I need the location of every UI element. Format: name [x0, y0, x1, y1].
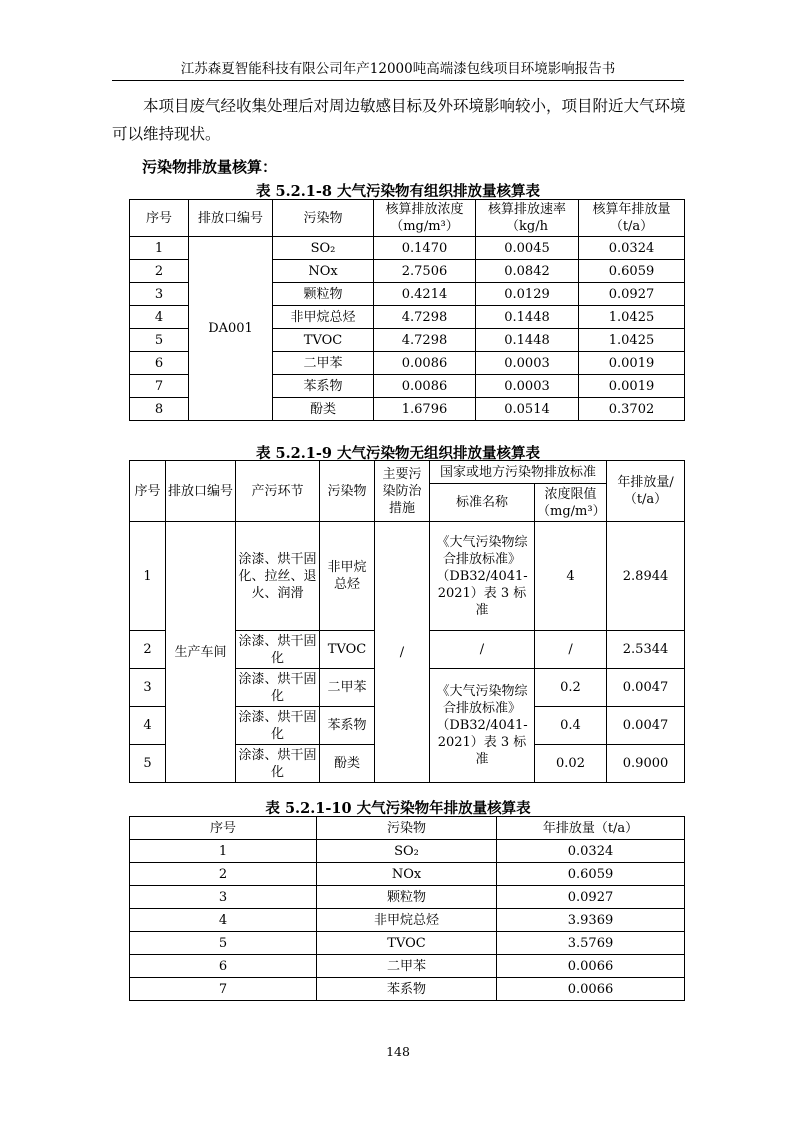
- table-cell: 3: [130, 886, 317, 909]
- table3-caption: 表 5.2.1-10 大气污染物年排放量核算表: [265, 800, 531, 817]
- table1: [129, 199, 685, 421]
- table-cell: 1: [130, 840, 317, 863]
- table-cell: 0.4214: [374, 283, 476, 306]
- table-cell: 涂漆、烘干固化: [236, 745, 320, 783]
- table-cell: 涂漆、烘干固化: [236, 707, 320, 745]
- table-cell: 0.0066: [497, 978, 685, 1001]
- table-cell: 0.0019: [579, 375, 685, 398]
- table2-header-cell: 国家或地方污染物排放标准: [430, 461, 607, 484]
- table2: [129, 460, 685, 783]
- table-cell: 4: [130, 909, 317, 932]
- table-cell: 5: [130, 745, 166, 783]
- table-cell: 7: [130, 375, 189, 398]
- table-cell: 4: [130, 306, 189, 329]
- table-cell: 4.7298: [374, 329, 476, 352]
- table-cell: 5: [130, 932, 317, 955]
- table1-header-cell: 序号: [130, 200, 189, 237]
- table-cell: 苯系物: [273, 375, 374, 398]
- table1-header-row: [130, 200, 685, 237]
- table2-header-cell: 污染物: [320, 461, 375, 522]
- table-cell: 0.6059: [579, 260, 685, 283]
- standard-cell: /: [430, 631, 535, 669]
- table-cell: 0.9000: [607, 745, 685, 783]
- table-row: [130, 863, 685, 886]
- table1-header-cell: 核算年排放量（t/a）: [579, 200, 685, 237]
- table-cell: 0.6059: [497, 863, 685, 886]
- table-cell: 0.0066: [497, 955, 685, 978]
- table-cell: 二甲苯: [317, 955, 497, 978]
- table-cell: 8: [130, 398, 189, 421]
- table-cell: TVOC: [317, 932, 497, 955]
- table2-header-cell: 序号: [130, 461, 166, 522]
- table-cell: 0.0514: [476, 398, 579, 421]
- table1-header-cell: 核算排放速率（kg/h: [476, 200, 579, 237]
- table-cell: 7: [130, 978, 317, 1001]
- table2-header-cell: 排放口编号: [166, 461, 236, 522]
- table-cell: 0.0019: [579, 352, 685, 375]
- table-cell: SO₂: [317, 840, 497, 863]
- section-heading: 污染物排放量核算：: [142, 158, 278, 176]
- table-cell: 0.4: [535, 707, 607, 745]
- table-cell: 1.0425: [579, 306, 685, 329]
- table-cell: 1: [130, 237, 189, 260]
- table-cell: 6: [130, 352, 189, 375]
- table-cell: 非甲烷总烃: [317, 909, 497, 932]
- table-cell: 0.0086: [374, 375, 476, 398]
- page-number: 148: [386, 1044, 410, 1059]
- table1-caption: 表 5.2.1-8 大气污染物有组织排放量核算表: [255, 183, 541, 200]
- table-cell: 0.0842: [476, 260, 579, 283]
- table-cell: 0.0927: [579, 283, 685, 306]
- table-cell: 酚类: [273, 398, 374, 421]
- table-cell: 2.5344: [607, 631, 685, 669]
- table-cell: 0.1448: [476, 306, 579, 329]
- table-row: [130, 237, 685, 260]
- table2-header-cell: 产污环节: [236, 461, 320, 522]
- running-header: 江苏森夏智能科技有限公司年产12000吨高端漆包线项目环境影响报告书: [180, 61, 616, 77]
- table-cell: 0.0086: [374, 352, 476, 375]
- table-cell: SO₂: [273, 237, 374, 260]
- table-cell: NOx: [317, 863, 497, 886]
- table-cell: 0.0047: [607, 707, 685, 745]
- table-cell: 颗粒物: [317, 886, 497, 909]
- table-cell: 3.5769: [497, 932, 685, 955]
- table-cell: 3: [130, 283, 189, 306]
- measure-cell: /: [375, 522, 430, 783]
- table2-header-row: [130, 461, 685, 484]
- table1-header-cell: 污染物: [273, 200, 374, 237]
- table-cell: 0.0927: [497, 886, 685, 909]
- standard-cell: 《大气污染物综合排放标准》（DB32/4041-2021）表 3 标准: [430, 669, 535, 783]
- table3-header-cell: 年排放量（t/a）: [497, 817, 685, 840]
- table-row: [130, 978, 685, 1001]
- table-cell: 颗粒物: [273, 283, 374, 306]
- table-cell: TVOC: [273, 329, 374, 352]
- table-row: [130, 522, 685, 631]
- table-cell: 涂漆、烘干固化: [236, 669, 320, 707]
- table-cell: 非甲烷总烃: [273, 306, 374, 329]
- table2-header-cell: 年排放量/（t/a）: [607, 461, 685, 522]
- table-cell: 4: [535, 522, 607, 631]
- table-row: [130, 955, 685, 978]
- table-cell: 3.9369: [497, 909, 685, 932]
- table-row: [130, 840, 685, 863]
- table-cell: 1.6796: [374, 398, 476, 421]
- table-cell: 0.0047: [607, 669, 685, 707]
- table-cell: 0.3702: [579, 398, 685, 421]
- table-cell: /: [535, 631, 607, 669]
- table-row: [130, 932, 685, 955]
- header-rule: [112, 80, 684, 81]
- table-cell: 2.8944: [607, 522, 685, 631]
- table-cell: 0.0129: [476, 283, 579, 306]
- table-cell: 1.0425: [579, 329, 685, 352]
- table-cell: 0.0003: [476, 375, 579, 398]
- table3-header-cell: 污染物: [317, 817, 497, 840]
- table-cell: 酚类: [320, 745, 375, 783]
- table-cell: 0.2: [535, 669, 607, 707]
- table-cell: 二甲苯: [273, 352, 374, 375]
- table1-header-cell: 排放口编号: [189, 200, 273, 237]
- table-cell: TVOC: [320, 631, 375, 669]
- table-cell: 0.0003: [476, 352, 579, 375]
- table-row: [130, 909, 685, 932]
- table2-caption: 表 5.2.1-9 大气污染物无组织排放量核算表: [255, 445, 541, 462]
- table-cell: 3: [130, 669, 166, 707]
- table-cell: 涂漆、烘干固化: [236, 631, 320, 669]
- table-cell: 0.0324: [497, 840, 685, 863]
- intro-paragraph: 本项目废气经收集处理后对周边敏感目标及外环境影响较小，项目附近大气环境可以维持现状。: [112, 97, 686, 143]
- table-cell: 2: [130, 631, 166, 669]
- table3-header-cell: 序号: [130, 817, 317, 840]
- outlet-id-cell: DA001: [189, 237, 273, 421]
- table1-header-cell: 核算排放浓度（mg/m³）: [374, 200, 476, 237]
- table-cell: 0.1470: [374, 237, 476, 260]
- table-cell: 2.7506: [374, 260, 476, 283]
- table-cell: 4: [130, 707, 166, 745]
- table3: [129, 816, 685, 1001]
- table-cell: 6: [130, 955, 317, 978]
- table-cell: NOx: [273, 260, 374, 283]
- table-cell: 涂漆、烘干固化、拉丝、退火、润滑: [236, 522, 320, 631]
- table-cell: 5: [130, 329, 189, 352]
- table-cell: 2: [130, 260, 189, 283]
- outlet-cell: 生产车间: [166, 522, 236, 783]
- table-cell: 0.0324: [579, 237, 685, 260]
- table2-header-cell: 主要污染防治措施: [375, 461, 430, 522]
- table-cell: 二甲苯: [320, 669, 375, 707]
- table-cell: 0.1448: [476, 329, 579, 352]
- table-cell: 苯系物: [317, 978, 497, 1001]
- table3-header-row: [130, 817, 685, 840]
- table-cell: 4.7298: [374, 306, 476, 329]
- table-cell: 苯系物: [320, 707, 375, 745]
- table2-header-cell: 浓度限值（mg/m³）: [535, 484, 607, 522]
- table-cell: 0.02: [535, 745, 607, 783]
- standard-cell: 《大气污染物综合排放标准》（DB32/4041-2021）表 3 标准: [430, 522, 535, 631]
- table-cell: 2: [130, 863, 317, 886]
- table2-header-cell: 标准名称: [430, 484, 535, 522]
- table-cell: 非甲烷总烃: [320, 522, 375, 631]
- table-cell: 0.0045: [476, 237, 579, 260]
- table-cell: 1: [130, 522, 166, 631]
- table-row: [130, 886, 685, 909]
